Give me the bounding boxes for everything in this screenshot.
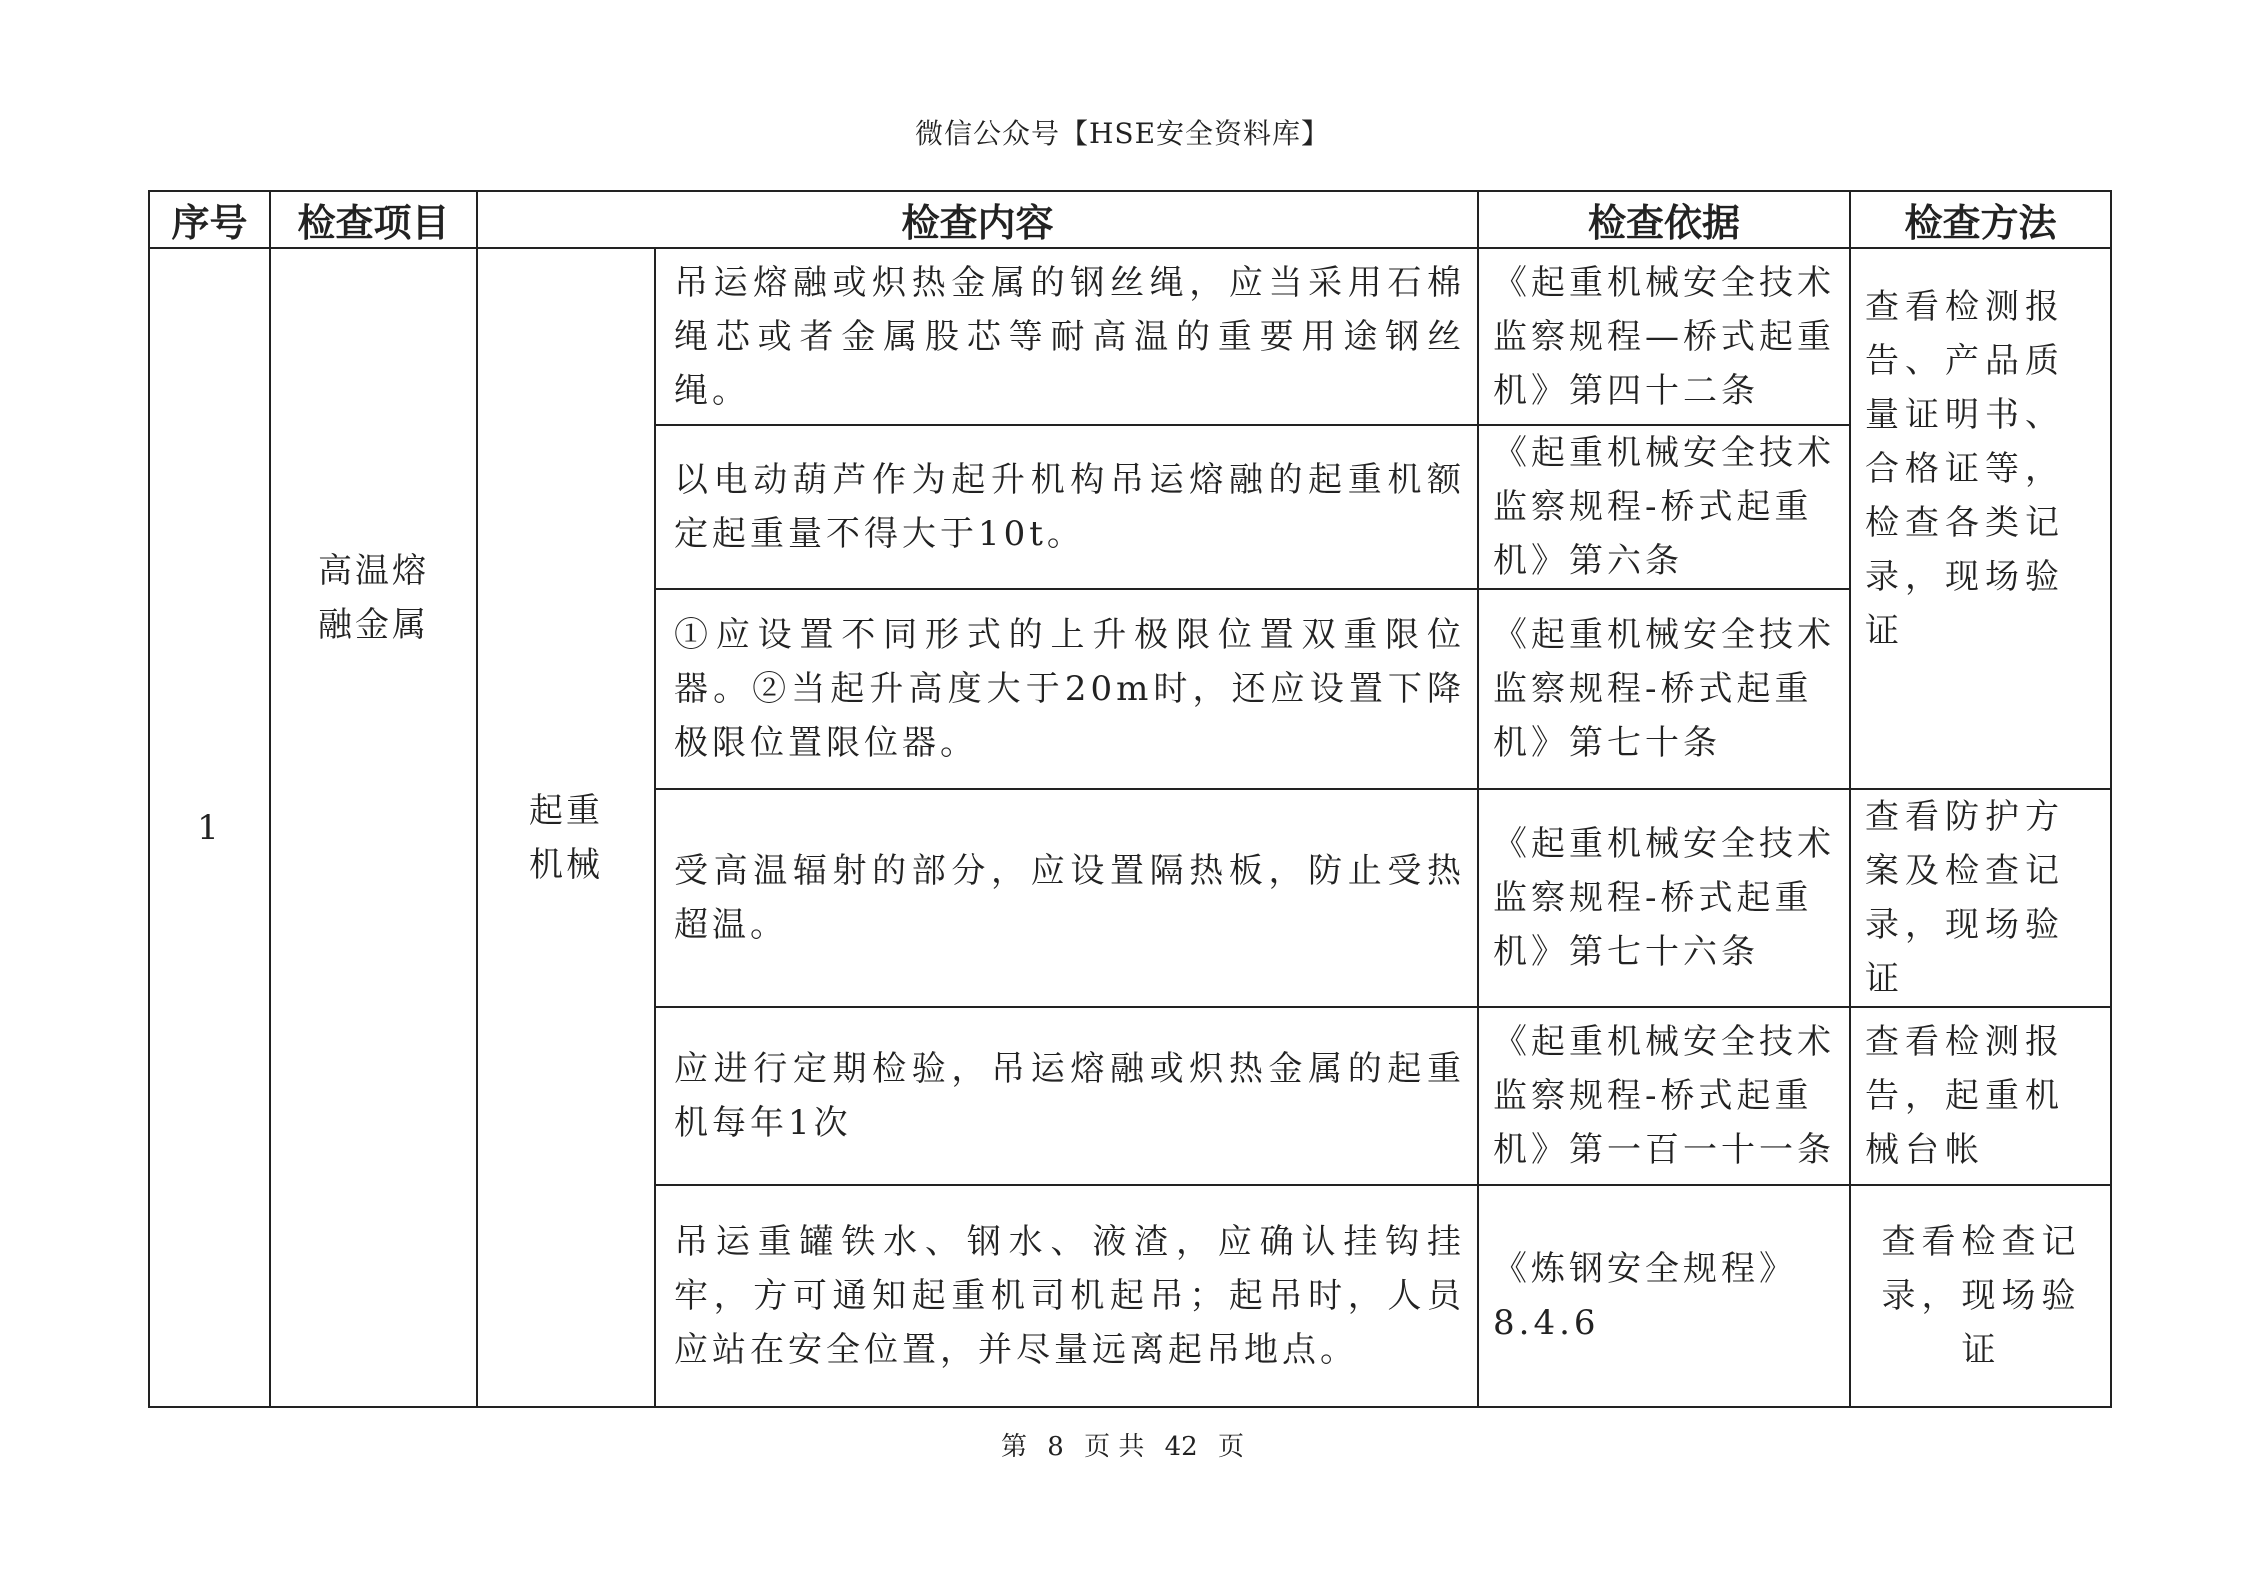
method-cell: 查看检测报告，起重机械台帐 [1850, 1007, 2111, 1185]
basis-cell: 《炼钢安全规程》8.4.6 [1478, 1185, 1850, 1407]
header-basis: 检查依据 [1478, 191, 1850, 248]
check-item: 高温熔融金属 [318, 550, 429, 645]
header-method: 检查方法 [1850, 191, 2111, 248]
footer-prefix: 第 [1001, 1432, 1028, 1462]
content-cell: 以电动葫芦作为起升机构吊运熔融的起重机额定起重量不得大于10t。 [655, 425, 1478, 589]
basis-cell: 《起重机械安全技术监察规程-桥式起重机》第七十六条 [1478, 789, 1850, 1007]
footer-suffix: 页 [1217, 1432, 1244, 1462]
content-cell: 应进行定期检验，吊运熔融或炽热金属的起重机每年1次 [655, 1007, 1478, 1185]
check-item-cell [270, 248, 477, 1407]
category: 起重机械 [529, 790, 603, 885]
table-row [149, 248, 2111, 425]
method-cell: 查看检查记录，现场验证 [1850, 1185, 2111, 1407]
footer-page-number: 8 [1047, 1432, 1064, 1462]
content-cell: 受高温辐射的部分，应设置隔热板，防止受热超温。 [655, 789, 1478, 1007]
header-no: 序号 [149, 191, 270, 248]
page-footer [0, 1426, 2245, 1463]
row-number: 1 [149, 248, 270, 1407]
category-cell [477, 248, 655, 1407]
inspection-table [148, 190, 2112, 1408]
content-cell: ①应设置不同形式的上升极限位置双重限位器。②当起升高度大于20m时，还应设置下降极限位置限位器。 [655, 589, 1478, 789]
basis-cell: 《起重机械安全技术监察规程-桥式起重机》第六条 [1478, 425, 1850, 589]
footer-middle: 页 共 [1084, 1432, 1145, 1462]
content-cell: 吊运重罐铁水、钢水、液渣，应确认挂钩挂牢，方可通知起重机司机起吊；起吊时，人员应站在安全位置，并尽量远离起吊地点。 [655, 1185, 1478, 1407]
method-cell: 查看防护方案及检查记录，现场验证 [1850, 789, 2111, 1007]
table-header-row [149, 191, 2111, 248]
footer-total-pages: 42 [1164, 1432, 1198, 1462]
header-content: 检查内容 [477, 191, 1478, 248]
header-item: 检查项目 [270, 191, 477, 248]
basis-cell: 《起重机械安全技术监察规程—桥式起重机》第四十二条 [1478, 248, 1850, 425]
method-cell: 查看检测报告、产品质量证明书、合格证等，检查各类记录，现场验证 [1850, 248, 2111, 789]
basis-cell: 《起重机械安全技术监察规程-桥式起重机》第一百一十一条 [1478, 1007, 1850, 1185]
content-cell: 吊运熔融或炽热金属的钢丝绳，应当采用石棉绳芯或者金属股芯等耐高温的重要用途钢丝绳。 [655, 248, 1478, 425]
page-header: 微信公众号【HSE安全资料库】 [914, 117, 1331, 150]
basis-cell: 《起重机械安全技术监察规程-桥式起重机》第七十条 [1478, 589, 1850, 789]
